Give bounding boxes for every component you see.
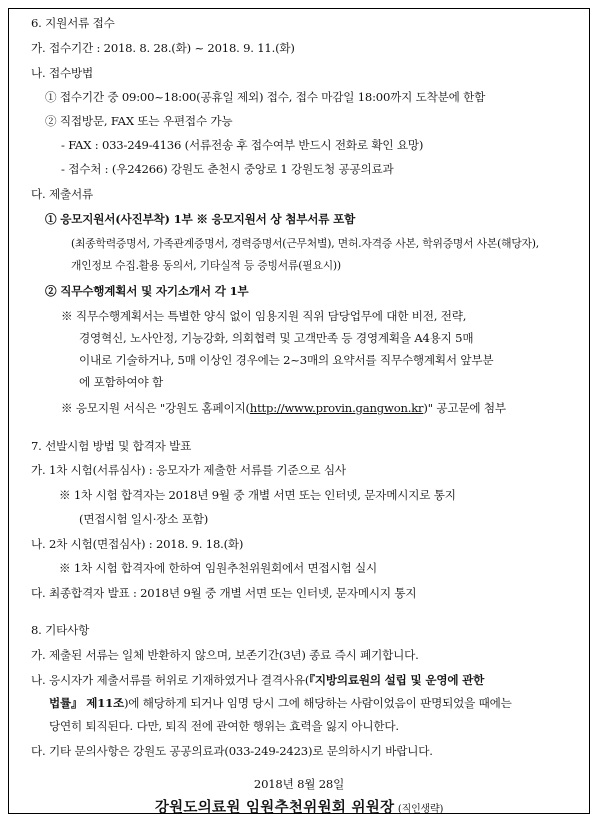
law-article: 법률』 제11조 [49,696,124,710]
second-exam-note: ※ 1차 시험 합격자에 한하여 임원추천위원회에서 면접시험 실시 [59,561,377,575]
homepage-link[interactable]: http://www.provin.gangwon.kr [249,401,424,415]
form-note-suffix: )" 공고문에 첨부 [423,401,506,415]
other-item-b-line-2 [49,695,512,711]
document-item-2: ② 직무수행계획서 및 자기소개서 각 1부 [45,284,249,298]
first-exam-note-2: (면접시험 일시·장소 포함) [79,512,209,526]
document-item-1: ① 응모지원서(사진부착) 1부 ※ 응모지원서 상 첨부서류 포함 [45,212,356,226]
second-exam: 나. 2차 시험(면접심사) : 2018. 9. 18.(화) [31,537,244,551]
document-item-2-note-1: ※ 직무수행계획서는 특별한 양식 없이 임용지원 직위 담당업무에 대한 비전, 전략, [61,309,467,323]
section-7-title: 7. 선발시험 방법 및 합격자 발표 [31,439,192,453]
first-exam: 가. 1차 시험(서류심사) : 응모자가 제출한 서류를 기준으로 심사 [31,463,346,477]
other-item-c: 다. 기타 문의사항은 강원도 공공의료과(033-249-2423)로 문의하시기 바랍니다. [31,744,433,758]
first-exam-note-1: ※ 1차 시험 합격자는 2018년 9월 중 개별 서면 또는 인터넷, 문자메시지로 통지 [59,488,456,502]
form-download-note [61,400,506,416]
other-item-b-prefix: 나. 응시자가 제출서류를 허위로 기재하였거나 결격사유( [31,673,310,687]
other-item-b-continuation: )에 해당하게 되거나 임명 당시 그에 해당하는 사람이었음이 판명되었을 때에는 [123,696,512,710]
signatory: 강원도의료원 임원추천위원회 위원장 [154,799,395,816]
other-item-a: 가. 제출된 서류는 일체 반환하지 않으며, 보존기간(3년) 종료 즉시 폐기합니다. [31,648,419,662]
notice-date: 2018년 8월 28일 [253,777,345,791]
application-period: 가. 접수기간 : 2018. 8. 28.(화) ~ 2018. 9. 11.(화) [31,41,295,55]
other-item-b-line-3: 당연히 퇴직된다. 다만, 퇴직 전에 관여한 행위는 효력을 잃지 아니한다. [49,719,399,733]
documents-heading: 다. 제출서류 [31,187,93,201]
address-info: - 접수처 : (우24266) 강원도 춘천시 중앙로 1 강원도청 공공의료과 [61,162,394,176]
section-8-title: 8. 기타사항 [31,623,90,637]
section-6-title: 6. 지원서류 접수 [31,16,115,30]
document-item-1-note-2: 개인정보 수집.활용 동의서, 기타실적 등 증빙서류(필요시)) [71,259,341,272]
document-item-1-note-1: (최종학력증명서, 가족관계증명서, 경력증명서(근무처별), 면허.자격증 사본, 학위증명서 사본(해당자), [71,237,540,250]
notice-document [8,8,590,814]
law-reference: 『지방의료원의 설립 및 운영에 관한 [309,673,485,687]
method-item-2: ② 직접방문, FAX 또는 우편접수 가능 [45,114,233,128]
signature-block [9,796,589,817]
document-item-2-note-2: 경영혁신, 노사안정, 기능강화, 의회협력 및 고객만족 등 경영계획을 A4용지 5매 [79,331,474,345]
form-note-prefix: ※ 응모지원 서식은 "강원도 홈페이지( [61,401,250,415]
application-method-heading: 나. 접수방법 [31,66,93,80]
final-announcement: 다. 최종합격자 발표 : 2018년 9월 중 개별 서면 또는 인터넷, 문자메시지 통지 [31,586,417,600]
seal-note: (직인생략) [397,804,444,815]
fax-info: - FAX : 033-249-4136 (서류전송 후 접수여부 반드시 전화로 확인 요망) [61,138,424,152]
other-item-b-line-1 [31,672,484,688]
method-item-1: ① 접수기간 중 09:00~18:00(공휴일 제외) 접수, 접수 마감일 18:00까지 도착분에 한함 [45,90,486,104]
document-item-2-note-3: 이내로 기술하거나, 5매 이상인 경우에는 2~3매의 요약서를 직무수행계획서 앞부분 [79,353,494,367]
document-item-2-note-4: 에 포함하여야 함 [79,375,163,389]
